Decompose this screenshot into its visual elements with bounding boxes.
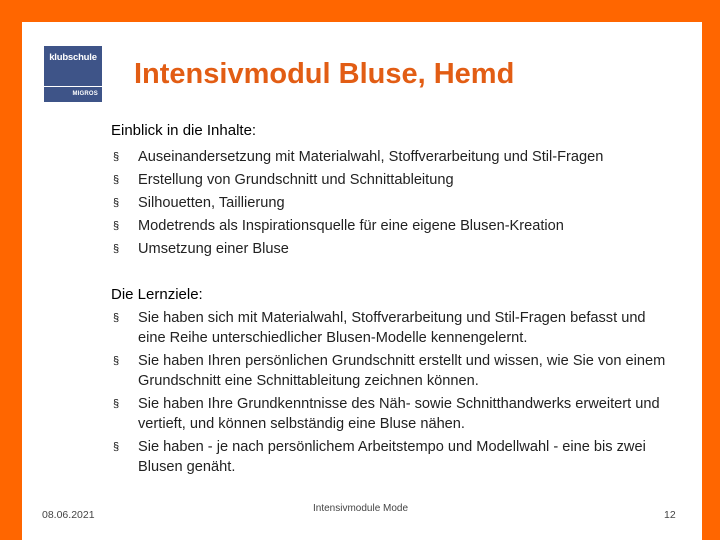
klubschule-migros-logo (44, 46, 102, 102)
list-item-text: Modetrends als Inspirationsquelle für eine eigene Blusen-Kreation (138, 218, 564, 234)
list-item (111, 169, 603, 192)
list-item-text: Sie haben sich mit Materialwahl, Stoffverarbeitung und Stil-Fragen befasst und eine Reihe unterschiedlicher Blusen-Modelle kennengelernt. (138, 310, 646, 346)
logo-divider (44, 86, 102, 87)
list-item-text: Erstellung von Grundschnitt und Schnittableitung (138, 172, 454, 188)
slide-content (22, 22, 702, 540)
list-item (111, 351, 673, 391)
footer-title: Intensivmodule Mode (313, 503, 409, 514)
page-number: 12 (664, 509, 676, 521)
bullet-icon: § (112, 243, 120, 255)
lernziele-heading: Die Lernziele: (111, 286, 203, 303)
list-item (111, 238, 603, 261)
bullet-icon: § (112, 398, 120, 410)
logo-bottom-text: MIGROS (72, 91, 98, 97)
list-item-text: Sie haben - je nach persönlichem Arbeitstempo und Modellwahl - eine bis zwei Blusen genäht. (138, 439, 646, 475)
bullet-icon: § (112, 197, 120, 209)
list-item (111, 215, 603, 238)
bullet-icon: § (112, 174, 120, 186)
bullet-icon: § (112, 220, 120, 232)
list-item (111, 437, 673, 477)
list-item (111, 308, 673, 348)
list-item-text: Auseinandersetzung mit Materialwahl, Stoffverarbeitung und Stil-Fragen (138, 149, 604, 165)
list-item-text: Umsetzung einer Bluse (138, 241, 289, 257)
bullet-icon: § (112, 151, 120, 163)
bullet-icon: § (112, 355, 120, 367)
footer-date: 08.06.2021 (42, 509, 95, 521)
slide-title: Intensivmodul Bluse, Hemd (134, 58, 515, 90)
inhalte-heading: Einblick in die Inhalte: (111, 122, 257, 139)
bullet-icon: § (112, 441, 120, 453)
list-item (111, 394, 673, 434)
list-item-text: Sie haben Ihren persönlichen Grundschnitt erstellt und wissen, wie Sie von einem Grundschnitt eine Schnittableitung zeichnen können. (138, 353, 666, 389)
list-item-text: Sie haben Ihre Grundkenntnisse des Näh- sowie Schnitthandwerks erweitert und vertieft, und können selbständig eine Bluse nähen. (138, 396, 660, 432)
logo-top-text: klubschule (49, 52, 97, 63)
list-item (111, 146, 603, 169)
list-item (111, 192, 603, 215)
bullet-icon: § (112, 312, 120, 324)
list-item-text: Silhouetten, Taillierung (138, 195, 285, 211)
lernziele-list (111, 308, 673, 480)
inhalte-list (111, 146, 603, 261)
